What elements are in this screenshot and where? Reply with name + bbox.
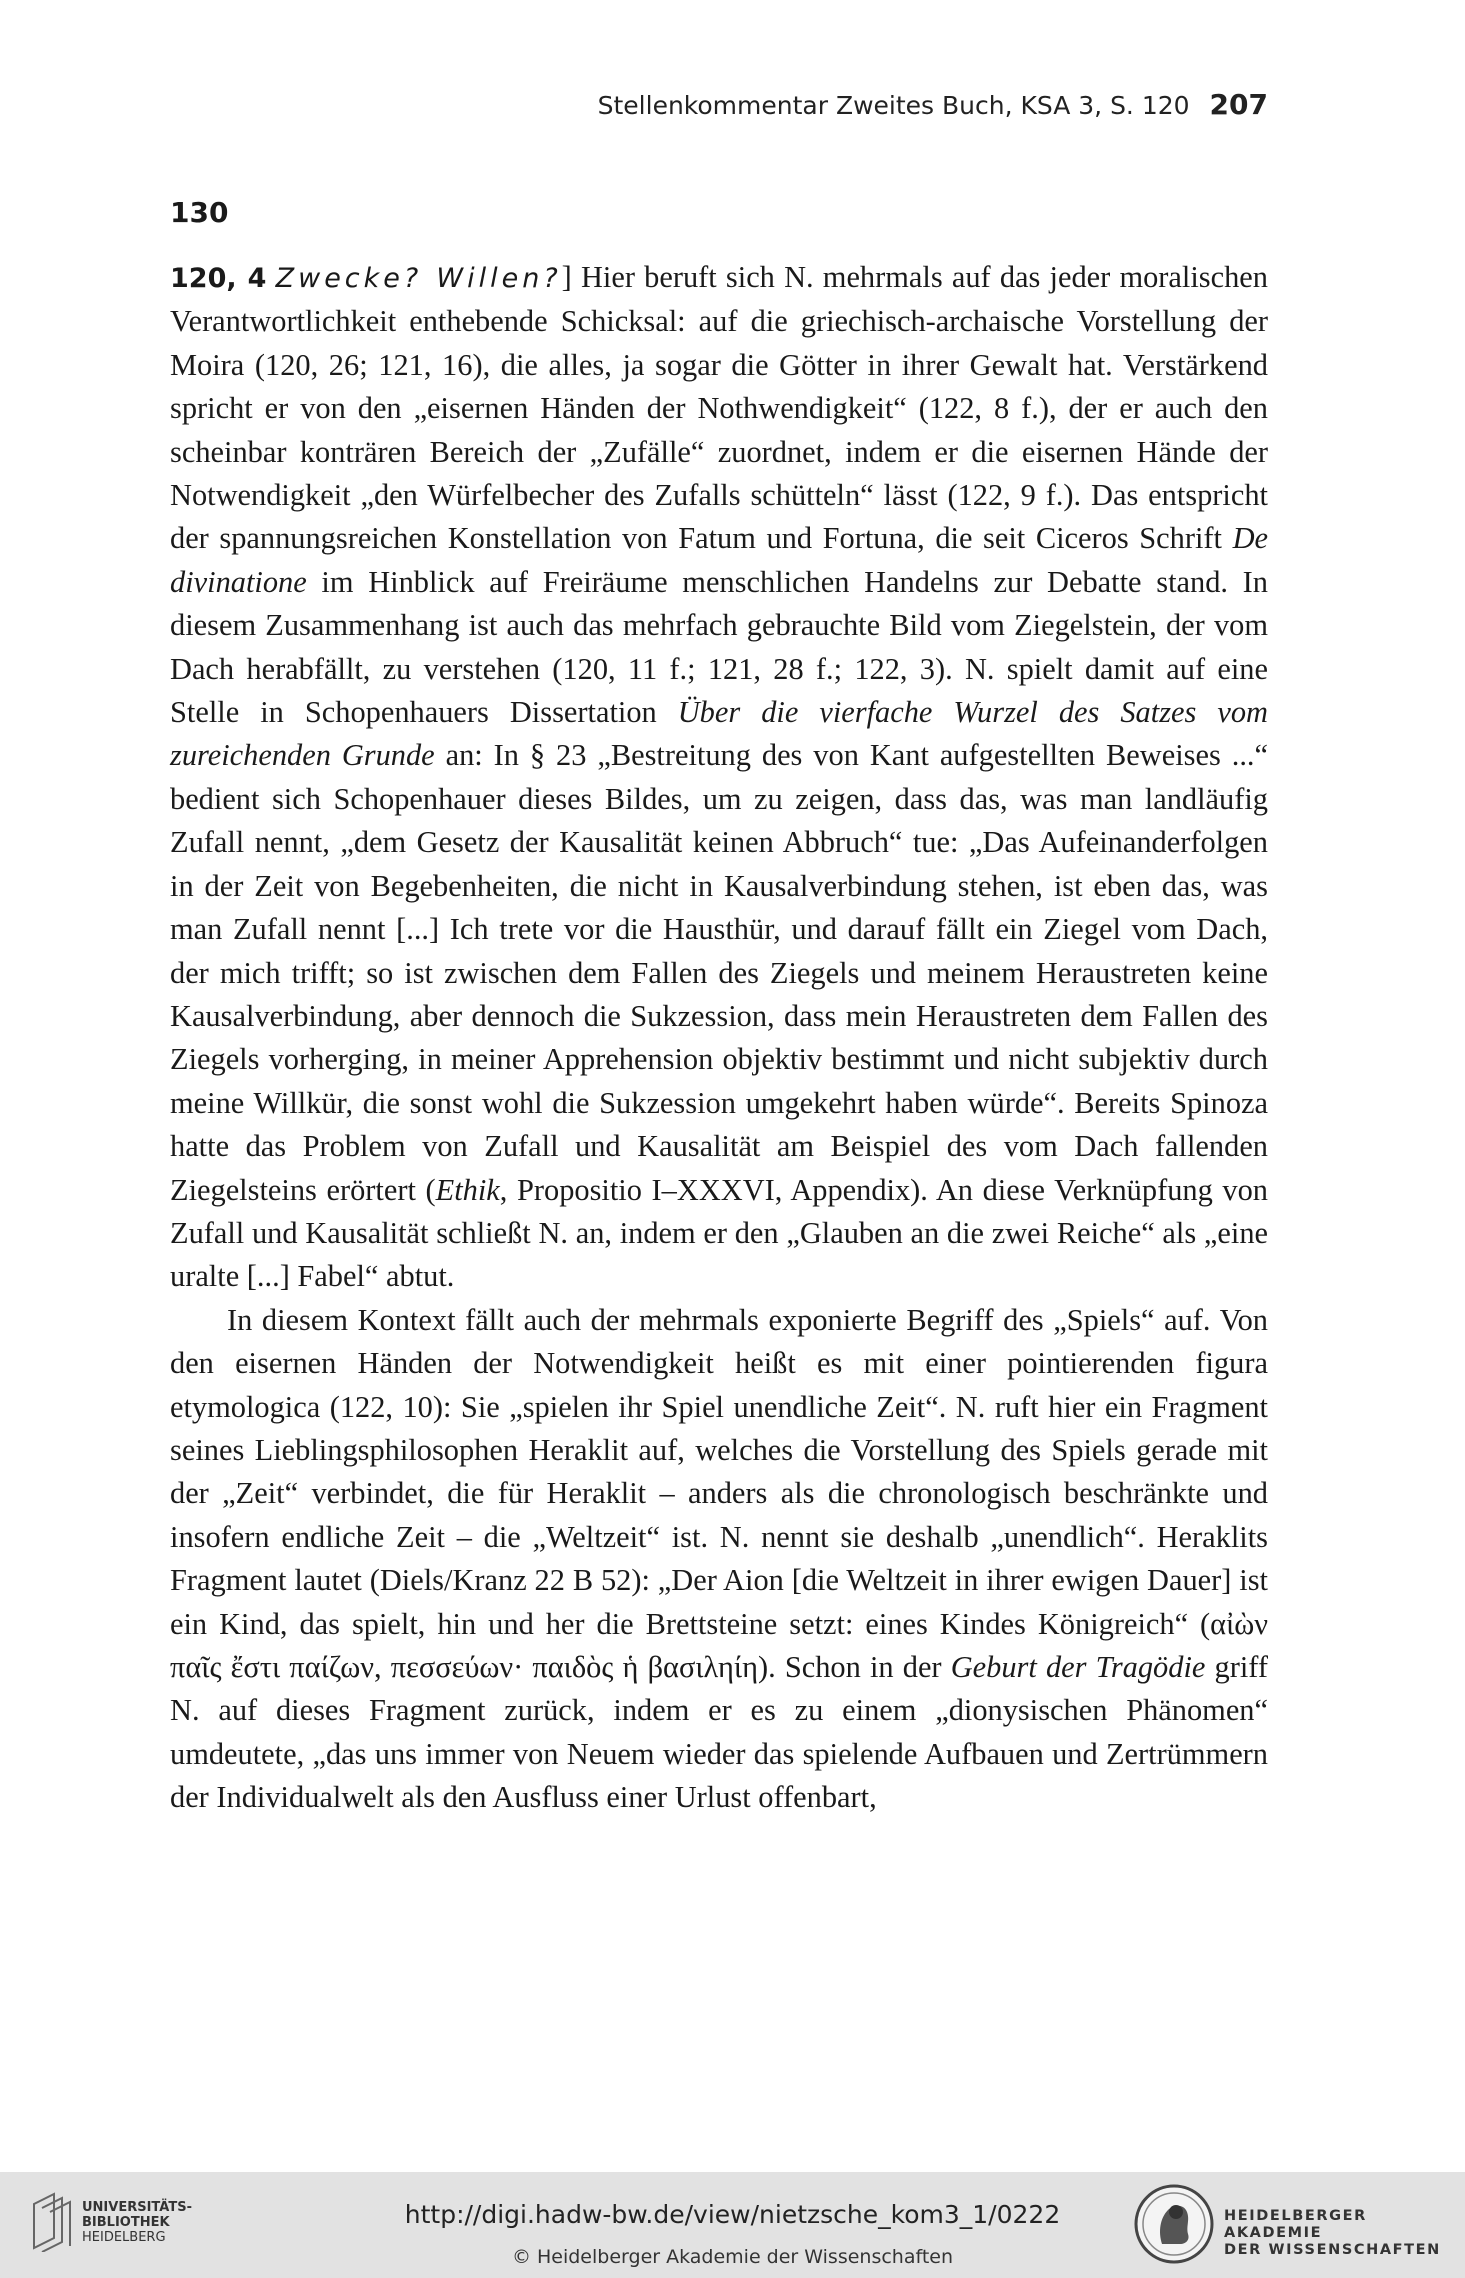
running-head-title: Stellenkommentar Zweites Buch, KSA 3, S. 120 [597,91,1190,120]
lemma: Zwecke? Willen? [275,263,562,294]
academy-name-line-1: HEIDELBERGER AKADEMIE [1224,2208,1367,2241]
footer-bar [0,2172,1465,2278]
running-head [170,88,1268,121]
library-name-line-3: HEIDELBERG [82,2230,166,2245]
academy-name [1224,2208,1465,2259]
text-run: , Propositio I–XXXVI, Appendix). An diese Verknüpfung von Zufall und Kausalität schließt N. an, indem er den „Glauben an die zwei Reiche“ als „eine uralte [...] Fabel“ abtut. [170,1172,1268,1294]
commentary-body [170,256,1268,1820]
page-number: 207 [1209,88,1268,121]
academy-seal-icon [1132,2182,1216,2266]
section-number: 130 [170,196,229,229]
permalink[interactable]: http://digi.hadw-bw.de/view/nietzsche_kom3_1/0222 [404,2200,1061,2229]
paragraph-1 [170,256,1268,1299]
text-run: im Hinblick auf Freiräume menschlichen Handelns zur Debatte stand. In diesem Zusammenhang ist auch das mehrfach gebrauchte Bild vom Ziegelstein, der vom Dach herabfällt, zu verstehen (120, 11 f.; 121, 28 f.; 122, 3). N. spielt damit auf eine Stelle in Schopenhauers Dissertation [170,564,1268,730]
library-name-line-1: UNIVERSITÄTS- [82,2200,192,2215]
text-run: an: In § 23 „Bestreitung des von Kant aufgestellten Beweises ...“ bedient sich Schopenhauer dieses Bildes, um zu zeigen, dass das, was man landläufig Zufall nennt, „dem Gesetz der Kausalität keinen Abbruch“ tue: „Das Aufeinanderfolgen in der Zeit von Begebenheiten, die nicht in Kausalverbindung stehen, ist eben das, was man Zufall nennt [...] Ich trete vor die Hausthür, und darauf fällt ein Ziegel vom Dach, der mich trifft; so ist zwischen dem Fallen des Ziegels und meinem Heraustreten keine Kausalverbindung, aber dennoch die Sukzession, dass mein Heraustreten dem Fallen des Ziegels vorherging, in meiner Apprehension objektiv bestimmt und nicht subjektiv durch meine Willkür, die sonst wohl die Sukzession umgekehrt haben würde“. Bereits Spinoza hatte das Problem von Zufall und Kausalität am Beispiel des vom Dach fallenden Ziegelsteins erörtert ( [170,738,1268,1207]
academy-name-line-2: DER WISSENSCHAFTEN [1224,2242,1441,2258]
lemma-reference: 120, 4 [170,263,267,294]
text-run: ] Hier beruft sich N. mehrmals auf das jeder moralischen Verantwortlichkeit enthebende Schicksal: auf die griechisch-archaische Vorstellung der Moira (120, 26; 121, 16), die alles, ja sogar die Götter in ihrer Gewalt hat. Verstärkend spricht er von den „eisernen Händen der Nothwendigkeit“ (122, 8 f.), der er auch den scheinbar konträren Bereich der „Zufälle“ zuordnet, indem er die eisernen Hände der Notwendigkeit „den Würfelbecher des Zufalls schütteln“ lässt (122, 9 f.). Das entspricht der spannungsreichen Konstellation von Fatum und Fortuna, die seit Ciceros Schrift [170,260,1268,556]
italic-title: Ethik [435,1172,500,1207]
italic-title: Über die vierfache Wurzel des Satzes vom zureichenden Grunde [170,695,1268,773]
text-run: griff N. auf dieses Fragment zurück, indem er es zu einem „dionysischen Phänomen“ umdeutete, „das uns immer von Neuem wieder das spielende Aufbauen und Zertrümmern der Individualwelt als den Ausfluss einer Urlust offenbart, [170,1650,1268,1815]
italic-title: Geburt der Tragödie [950,1650,1206,1684]
italic-title: De divinatione [170,521,1268,599]
text-run: In diesem Kontext fällt auch der mehrmals exponierte Begriff des „Spiels“ auf. Von den eisernen Händen der Notwendigkeit heißt es mit einer pointierenden figura etymologica (122, 10): Sie „spielen ihr Spiel unendliche Zeit“. N. ruft hier ein Fragment seines Lieblingsphilosophen Heraklit auf, welches die Vorstellung des Spiels gerade mit der „Zeit“ verbindet, die für Heraklit – anders als die chronologisch beschränkte und insofern endliche Zeit – die „Weltzeit“ ist. N. nennt sie deshalb „unendlich“. Heraklits Fragment lautet (Diels/Kranz 22 B 52): „Der Aion [die Weltzeit in ihrer ewigen Dauer] ist ein Kind, das spielt, hin und her die Brettsteine setzt: eines Kindes Königreich“ (αἰὼν παῖς ἔστι παίζων, πεσσεύων· παιδὸς ἡ βασιληίη). Schon in der [170,1302,1268,1684]
paragraph-2 [170,1299,1268,1820]
library-name-line-2: BIBLIOTHEK [82,2215,170,2230]
copyright-notice: © Heidelberger Akademie der Wissenschaften [511,2246,954,2268]
